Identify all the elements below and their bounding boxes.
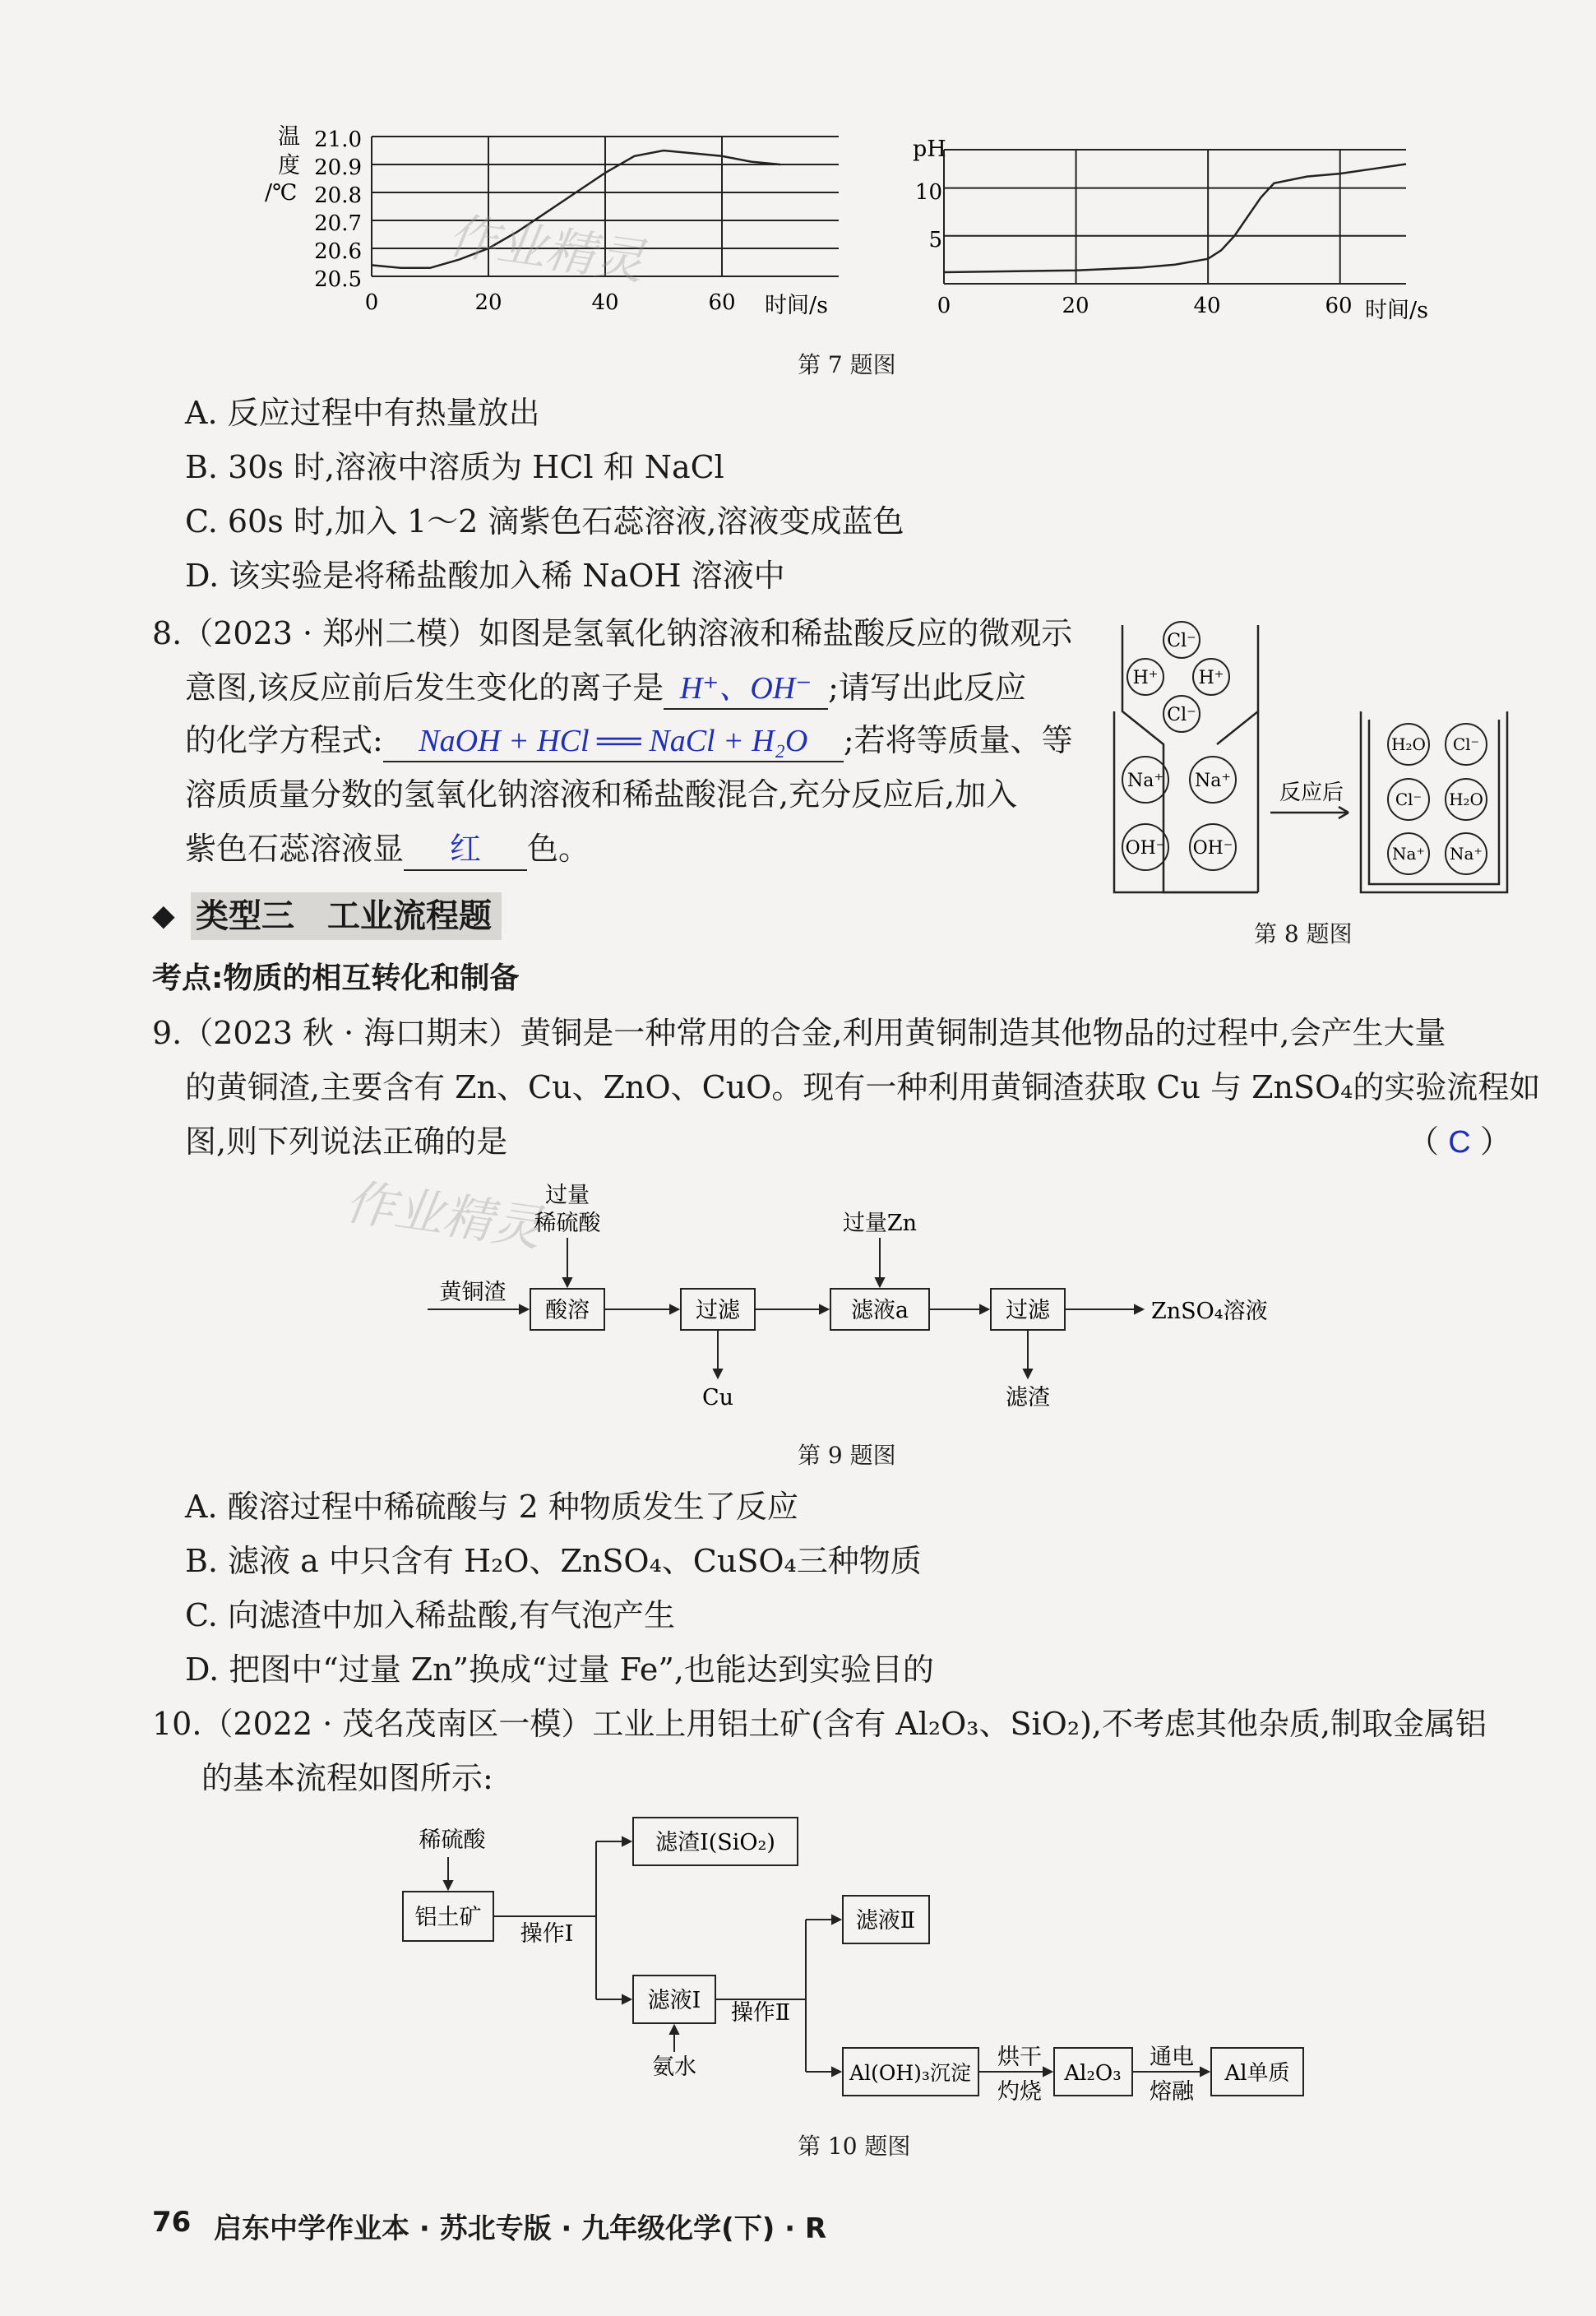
box-filter-2-label: 过滤	[1006, 1298, 1050, 1323]
ion-label: H₂O	[1449, 790, 1483, 809]
residue-label: 滤渣	[1006, 1385, 1050, 1410]
output-label: ZnSO₄溶液	[1151, 1299, 1268, 1324]
zn-label: 过量Zn	[842, 1211, 918, 1236]
ph-series-line	[944, 164, 1406, 273]
arrow-head-icon	[832, 1915, 840, 1924]
q10-flow	[386, 1809, 1332, 2122]
q7-option-d: D. 该实验是将稀盐酸加入稀 NaOH 溶液中	[185, 558, 785, 594]
ion-label: Na⁺	[1450, 844, 1483, 864]
ion-label: H⁺	[1132, 668, 1159, 688]
section-title	[191, 892, 502, 940]
q8-answer-ions	[664, 668, 828, 710]
arrow-head-icon	[1043, 2068, 1052, 2076]
watermark: 作业精灵	[444, 206, 649, 292]
q9-line-1: 9.（2023 秋 · 海口期末）黄铜是一种常用的合金,利用黄铜制造其他物品的过程中,会产生大量	[152, 1015, 1446, 1051]
q8-answer-equation-text: NaOH + HCl ══ NaCl + H₂O	[419, 724, 808, 758]
q7-option-c: C. 60s 时,加入 1～2 滴紫色石蕊溶液,溶液变成蓝色	[185, 503, 904, 540]
q8-line-1: 8.（2023 · 郑州二模）如图是氢氧化钠溶液和稀盐酸反应的微观示	[152, 615, 1073, 651]
ion-label: H⁺	[1198, 668, 1224, 688]
cu-label: Cu	[701, 1385, 734, 1410]
temp-xtick: 40	[591, 290, 619, 315]
q8-line-4: 溶质质量分数的氢氧化钠溶液和稀盐酸混合,充分反应后,加入	[185, 776, 1018, 813]
box-filtrate1-label: 滤液Ⅰ	[647, 1988, 701, 2013]
arrow-head-icon	[1135, 1305, 1143, 1313]
ph-ylabel: pH	[913, 137, 946, 162]
paren-close: ）	[1480, 1123, 1512, 1160]
q9-line-2: 的黄铜渣,主要含有 Zn、Cu、ZnO、CuO。现有一种利用黄铜渣获取 Cu 与 ZnSO₄的实验流程如	[185, 1069, 1541, 1105]
beaker1-ions	[1122, 757, 1236, 870]
ph-xtick: 40	[1193, 294, 1221, 318]
beaker1-outer	[1114, 711, 1258, 892]
q8-text: ;请写出此反应	[828, 669, 1026, 706]
ph-xtick: 60	[1325, 294, 1353, 318]
reaction-arrow-label: 反应后	[1279, 780, 1344, 805]
q8-answer-color	[404, 829, 527, 871]
q8-answer-ions-text: H⁺、OH⁻	[679, 671, 812, 706]
top-ions	[1127, 622, 1229, 732]
q8-line-3	[185, 720, 1073, 762]
ion-label: Na⁺	[1127, 771, 1163, 791]
q9-option-c: C. 向滤渣中加入稀盐酸,有气泡产生	[185, 1597, 675, 1633]
temp-ylabel-1: 温	[278, 124, 300, 150]
arrow-head-icon	[714, 1369, 722, 1378]
q8-answer-color-text: 红	[450, 832, 482, 867]
q10-line-2: 的基本流程如图所示:	[201, 1760, 493, 1796]
temp-ylabel-2: 度	[278, 153, 300, 178]
kaodian: 考点:物质的相互转化和制备	[152, 961, 520, 995]
ion-label: Cl⁻	[1395, 790, 1423, 809]
temp-xtick: 0	[364, 290, 379, 315]
ion-label: Cl⁻	[1452, 734, 1480, 754]
arrow-head-icon	[1024, 1369, 1032, 1378]
arrow-head-icon	[563, 1278, 571, 1286]
q9-answer: C	[1448, 1125, 1471, 1160]
temp-ytick: 20.5	[314, 267, 362, 292]
arrow-head-icon	[444, 1881, 452, 1889]
box-oxide-label: Al₂O₃	[1064, 2061, 1122, 2086]
page-number: 76	[152, 2206, 192, 2239]
q8-text: ;若将等质量、等	[843, 722, 1073, 758]
q8-text: 的化学方程式:	[185, 722, 383, 758]
q9-line-3: 图,则下列说法正确的是	[185, 1123, 508, 1160]
acid-label-top: 过量	[545, 1183, 590, 1208]
q8-line-2	[185, 668, 1026, 710]
acid-label: 稀硫酸	[419, 1827, 486, 1853]
ion-label: H₂O	[1391, 734, 1426, 754]
book-title: 启东中学作业本 · 苏北专版 · 九年级化学(下) · R	[214, 2212, 827, 2245]
q8-text: 意图,该反应前后发生变化的离子是	[185, 669, 664, 706]
ion-label: Na⁺	[1195, 771, 1231, 791]
temp-ytick: 20.8	[314, 183, 362, 208]
q9-caption: 第 9 题图	[798, 1442, 896, 1469]
elec-bottom-label: 熔融	[1150, 2079, 1194, 2105]
ph-ytick: 10	[914, 180, 942, 205]
q9-option-d: D. 把图中“过量 Zn”换成“过量 Fe”,也能达到实验目的	[185, 1651, 934, 1688]
temp-ytick: 20.6	[314, 239, 362, 264]
box-filtrate-a-label: 滤液a	[850, 1298, 909, 1323]
q8-diagram	[1106, 609, 1517, 905]
q7-option-b: B. 30s 时,溶液中溶质为 HCl 和 NaCl	[185, 449, 724, 485]
input-label: 黄铜渣	[439, 1280, 507, 1305]
box-residue1-label: 滤渣Ⅰ(SiO₂)	[655, 1830, 775, 1855]
arrow-head-icon	[670, 2026, 678, 2034]
q9-flow-labels	[440, 1183, 1268, 1410]
q8-caption: 第 8 题图	[1254, 920, 1353, 947]
paren-open: （	[1408, 1123, 1440, 1160]
dry-bottom-label: 灼烧	[997, 2079, 1042, 2105]
beaker2-ions	[1388, 724, 1487, 874]
q10-caption: 第 10 题图	[798, 2133, 911, 2160]
q9-flow	[411, 1176, 1316, 1423]
arrow-head-icon	[670, 1305, 678, 1313]
arrow-head-icon	[876, 1278, 884, 1286]
temp-ytick: 20.9	[314, 155, 362, 180]
q10-arrows	[444, 1837, 1209, 2076]
box-acid-dissolve-label: 酸溶	[545, 1298, 590, 1323]
ion-label: Na⁺	[1392, 844, 1425, 864]
q10-line-1: 10.（2022 · 茂名茂南区一模）工业上用铝土矿(含有 Al₂O₃、SiO₂),不考虑其他杂质,制取金属铝	[152, 1706, 1487, 1742]
section-title-text: 类型三 工业流程题	[196, 897, 492, 935]
diamond-icon: ◆	[152, 899, 175, 933]
q9-option-a: A. 酸溶过程中稀硫酸与 2 种物质发生了反应	[185, 1489, 798, 1525]
box-precipitate-label: Al(OH)₃沉淀	[849, 2061, 971, 2085]
arrow-head-icon	[520, 1305, 528, 1313]
q9-answer-bracket	[1408, 1122, 1511, 1162]
op2-label: 操作Ⅱ	[730, 2000, 791, 2026]
temp-ylabel-3: /℃	[265, 180, 298, 206]
ion-label: Cl⁻	[1167, 705, 1196, 725]
ion-label: Cl⁻	[1167, 631, 1196, 651]
dry-top-label: 烘干	[997, 2045, 1042, 2070]
q8-answer-equation	[383, 720, 844, 762]
q7-caption: 第 7 题图	[798, 351, 896, 378]
box-ore-label: 铝土矿	[414, 1905, 482, 1930]
temp-xlabel: 时间/s	[765, 293, 828, 318]
temp-ytick: 21.0	[314, 127, 362, 152]
q9-option-b: B. 滤液 a 中只含有 H₂O、ZnSO₄、CuSO₄三种物质	[185, 1543, 922, 1579]
ion-label: OH⁻	[1192, 838, 1233, 859]
q7-charts	[247, 115, 1464, 362]
arrow-head-icon	[980, 1305, 988, 1313]
q7-option-a: A. 反应过程中有热量放出	[185, 395, 540, 431]
ph-ytick: 5	[928, 228, 942, 252]
ph-xtick: 0	[937, 294, 951, 318]
elec-top-label: 通电	[1150, 2045, 1194, 2070]
ph-xtick: 20	[1062, 294, 1089, 318]
arrow-head-icon	[832, 2068, 840, 2076]
ph-xlabel: 时间/s	[1365, 298, 1428, 323]
ph-chart	[913, 137, 1428, 323]
arrow-head-icon	[1200, 2068, 1209, 2076]
ion-label: OH⁻	[1125, 838, 1166, 859]
q8-line-5	[185, 829, 590, 871]
acid-label-bottom: 稀硫酸	[534, 1211, 601, 1236]
box-filter-1-label: 过滤	[696, 1298, 740, 1323]
q8-text: 色。	[527, 831, 590, 867]
temp-xtick: 20	[474, 290, 502, 315]
temp-ytick: 20.7	[314, 211, 362, 236]
arrow-head-icon	[820, 1305, 828, 1313]
ammonia-label: 氨水	[652, 2054, 696, 2080]
box-product-label: Al单质	[1224, 2061, 1290, 2086]
temp-xtick: 60	[708, 290, 736, 315]
op1-label: 操作Ⅰ	[520, 1921, 574, 1947]
q8-text: 紫色石蕊溶液显	[185, 831, 405, 867]
box-filtrate2-label: 滤液Ⅱ	[855, 1908, 916, 1934]
arrow-head-icon	[622, 1995, 631, 2003]
arrow-head-icon	[622, 1837, 631, 1846]
watermark: 作业精灵	[341, 1173, 546, 1258]
